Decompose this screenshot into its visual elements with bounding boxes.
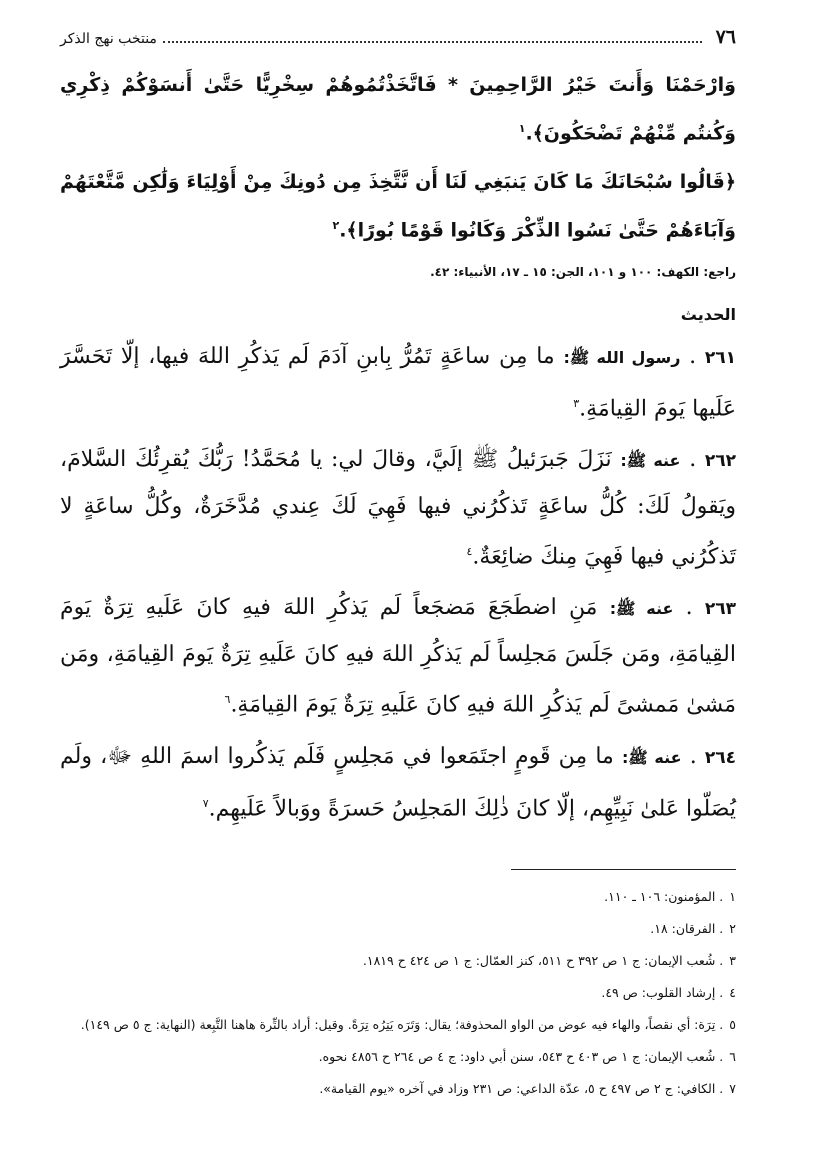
- footnote-number: ٧: [729, 1080, 736, 1096]
- header-dotted-leader: [163, 31, 702, 43]
- footnote-ref: ٤: [466, 544, 473, 558]
- footnote-text: الفرقان: ١٨.: [650, 920, 716, 936]
- quran-verse-text: وَارْحَمْنَا وَأَنتَ خَيْرُ الرَّاحِمِينَ * فَاتَّخَذْتُمُوهُمْ سِخْرِيًّا حَتَّىٰ أَنسَوْكُمْ ذِكْرِي وَكُنتُم مِّنْهُمْ تَضْحَكُونَ﴾.: [60, 74, 736, 145]
- footnote: ٦. شُعب الإيمان: ج ١ ص ٤٠٣ ح ٥٤٣، سنن أبي داود: ج ٤ ص ٢٦٤ ح ٤٨٥٦ نحوه.: [318, 1048, 736, 1064]
- quran-verse-text: ﴿قَالُوا سُبْحَانَكَ مَا كَانَ يَنبَغِي لَنَا أَن نَّتَّخِذَ مِن دُونِكَ مِنْ أَوْلِيَاءَ وَلَٰكِن مَّتَّعْتَهُمْ وَآبَاءَهُمْ حَتَّىٰ نَسُوا الذِّكْرَ وَكَانُوا قَوْمًا بُورًا﴾.: [60, 171, 736, 242]
- hadith-text: نَزَلَ جَبرَئيلُ ﷺ إلَيَّ، وقالَ لي: يا مُحَمَّدُ! رَبُّكَ يُقرِئُكَ السَّلامَ، ويَقولُ لَكَ: كُلُّ ساعَةٍ تَذكُرُني فيها فَهِيَ لَكَ عِندي مُدَّخَرَةٌ، وكُلُّ ساعَةٍ لا تَذكُرُني فيها فَهِيَ مِنكَ ضائِعَةٌ.: [60, 446, 736, 570]
- footnote: ٢. الفرقان: ١٨.: [650, 920, 736, 936]
- section-title: الحديث: [680, 304, 736, 324]
- footnote: ١. المؤمنون: ١٠٦ ـ ١١٠.: [604, 888, 736, 904]
- footnote-divider: [511, 869, 736, 870]
- footnote-text: تِرَة: أي نقصاً، والهاء فيه عوض من الواو المحذوفة؛ يقال: وَتَرَه يَتِرُه تِرَةً. وقيل: أراد بالتِّرة هاهنا التَّبِعة (النهاية: ج ٥ ص ١٤٩).: [80, 1016, 716, 1032]
- footnote-text: شُعب الإيمان: ج ١ ص ٣٩٢ ح ٥١١، كنز العمّال: ج ١ ص ٤٢٤ ح ١٨١٩.: [362, 952, 716, 968]
- footnote: ٥. تِرَة: أي نقصاً، والهاء فيه عوض من الواو المحذوفة؛ يقال: وَتَرَه يَتِرُه تِرَةً. وقيل: أراد بالتِّرة هاهنا التَّبِعة (النهاية: ج ٥ ص ١٤٩).: [80, 1016, 736, 1032]
- footnote: ٣. شُعب الإيمان: ج ١ ص ٣٩٢ ح ٥١١، كنز العمّال: ج ١ ص ٤٢٤ ح ١٨١٩.: [362, 952, 736, 968]
- footnote-text: إرشاد القلوب: ص ٤٩.: [601, 984, 716, 1000]
- hadith-entry: ٢٦٣ . عنه ﷺ: مَنِ اضطَجَعَ مَضجَعاً لَم يَذكُرِ اللهَ فيهِ كانَ عَلَيهِ تِرَةٌ يَومَ القِيامَةِ، ومَن جَلَسَ مَجلِساً لَم يَذكُرِ اللهَ فيهِ كانَ عَلَيهِ تِرَةٌ يَومَ القِيامَةِ، ومَن مَشىٰ مَمشىً لَم يَذكُرِ اللهَ فيهِ كانَ عَلَيهِ تِرَةٌ يَومَ القِيامَةِ.$^٦$: [60, 595, 737, 718]
- footnote-number: ٢: [729, 920, 736, 936]
- footnote-ref: ٦: [224, 693, 231, 707]
- hadith-entry: ٢٦١ . رسول الله ﷺ: ما مِن ساعَةٍ تَمُرُّ بِابنِ آدَمَ لَم يَذكُرِ اللهَ فيها، إلّا تَحَسَّرَ عَلَيها يَومَ القِيامَةِ.$^٣$: [60, 343, 737, 421]
- footnote-number: ٦: [729, 1048, 736, 1064]
- hadith-text: ما مِن ساعَةٍ تَمُرُّ بِابنِ آدَمَ لَم يَذكُرِ اللهَ فيها، إلّا تَحَسَّرَ عَلَيها يَومَ القِيامَةِ.: [60, 343, 736, 421]
- hadith-narrator: عنه ﷺ:: [621, 747, 682, 767]
- footnote-text: شُعب الإيمان: ج ١ ص ٤٠٣ ح ٥٤٣، سنن أبي داود: ج ٤ ص ٢٦٤ ح ٤٨٥٦ نحوه.: [318, 1048, 716, 1064]
- quran-verse: [60, 161, 736, 252]
- quran-verse: [60, 64, 736, 155]
- hadith-entry: ٢٦٤ . عنه ﷺ: ما مِن قَومٍ اجتَمَعوا في مَجلِسٍ فَلَم يَذكُروا اسمَ اللهِ ﷻ، ولَم يُصَلّوا عَلىٰ نَبِيِّهِم، إلّا كانَ ذٰلِكَ المَجلِسُ حَسرَةً ووَبالاً عَلَيهِم.$^٧$: [60, 743, 736, 821]
- hadith-number: ٢٦٣: [704, 599, 737, 620]
- see-also-references: راجع: الكهف: ١٠٠ و ١٠١، الجن: ١٥ ـ ١٧، الأنبياء: ٤٢.: [430, 264, 736, 279]
- hadith-narrator: عنه ﷺ:: [620, 450, 681, 470]
- running-header: [60, 26, 736, 54]
- book-title: منتخب نهج الذكر: [60, 31, 157, 47]
- hadith-text: ما مِن قَومٍ اجتَمَعوا في مَجلِسٍ فَلَم يَذكُروا اسمَ اللهِ ﷻ، ولَم يُصَلّوا عَلىٰ نَبِيِّهِم، إلّا كانَ ذٰلِكَ المَجلِسُ حَسرَةً ووَبالاً عَلَيهِم.: [60, 743, 736, 821]
- page: [60, 26, 736, 1108]
- footnote: ٤. إرشاد القلوب: ص ٤٩.: [601, 984, 736, 1000]
- hadith-number: ٢٦١: [704, 347, 737, 368]
- hadith-narrator: عنه ﷺ:: [609, 599, 674, 619]
- page-number: ٧٦: [715, 26, 736, 48]
- quran-verses: [60, 64, 736, 253]
- footnote-ref: ١: [518, 122, 526, 135]
- hadith-number: ٢٦٢: [704, 450, 737, 471]
- footnote-ref: ٣: [573, 396, 580, 410]
- footnote-text: المؤمنون: ١٠٦ ـ ١١٠.: [604, 888, 716, 904]
- footnote-number: ٤: [729, 984, 736, 1000]
- footnote-text: الكافي: ج ٢ ص ٤٩٧ ح ٥، عدّة الداعي: ص ٢٣١ وزاد في آخره «يوم القيامة».: [319, 1080, 716, 1096]
- footnote-ref: ٢: [332, 219, 340, 233]
- hadith-text: مَنِ اضطَجَعَ مَضجَعاً لَم يَذكُرِ اللهَ فيهِ كانَ عَلَيهِ تِرَةٌ يَومَ القِيامَةِ، ومَن جَلَسَ مَجلِساً لَم يَذكُرِ اللهَ فيهِ كانَ عَلَيهِ تِرَةٌ يَومَ القِيامَةِ، ومَن مَشىٰ مَمشىً لَم يَذكُرِ اللهَ فيهِ كانَ عَلَيهِ تِرَةٌ يَومَ القِيامَةِ.: [60, 595, 736, 718]
- footnote-number: ١: [729, 888, 736, 904]
- hadith-narrator: رسول الله ﷺ:: [563, 347, 681, 367]
- hadith-number: ٢٦٤: [704, 747, 736, 768]
- footnote: ٧. الكافي: ج ٢ ص ٤٩٧ ح ٥، عدّة الداعي: ص ٢٣١ وزاد في آخره «يوم القيامة».: [319, 1080, 736, 1096]
- footnote-ref: ٧: [202, 796, 209, 810]
- footnote-number: ٣: [729, 952, 736, 968]
- footnotes: [60, 884, 736, 1102]
- footnote-number: ٥: [729, 1016, 736, 1032]
- hadith-entry: ٢٦٢ . عنه ﷺ: نَزَلَ جَبرَئيلُ ﷺ إلَيَّ، وقالَ لي: يا مُحَمَّدُ! رَبُّكَ يُقرِئُكَ السَّلامَ، ويَقولُ لَكَ: كُلُّ ساعَةٍ تَذكُرُني فيها فَهِيَ لَكَ عِندي مُدَّخَرَةٌ، وكُلُّ ساعَةٍ لا تَذكُرُني فيها فَهِيَ مِنكَ ضائِعَةٌ.$^٤$: [60, 446, 737, 570]
